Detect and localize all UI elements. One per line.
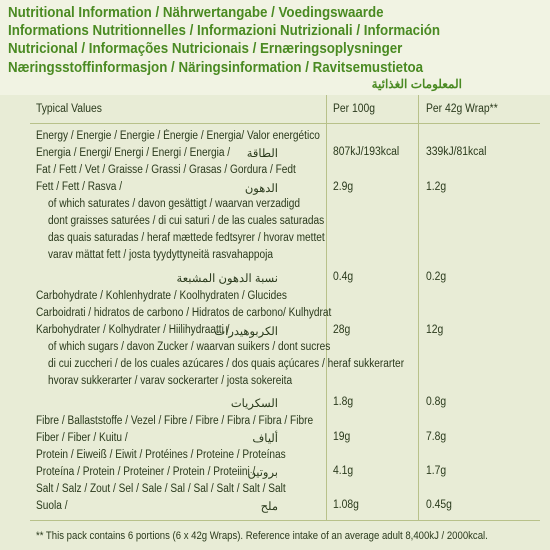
heading-arabic: المعلومات الغذائية — [371, 76, 462, 91]
carbohydrate-label: Karbohydrater / Kolhydrater / Hiilihydraatti / — [36, 324, 230, 336]
salt-label: Suola / — [36, 500, 68, 512]
saturates-label: das quais saturadas / heraf mættede fedtsyrer / hvorav mettet — [48, 232, 325, 244]
fibre-label: Fibre / Ballaststoffe / Vezel / Fibre / Fibre / Fibra / Fibra / Fibre — [36, 415, 314, 427]
sugars-label: di cui zuccheri / de los cuales azúcares / dos quais açúcares / heraf sukkerarter — [48, 358, 405, 370]
column-divider — [418, 95, 419, 520]
heading-line: Informations Nutritionnelles / Informazioni Nutrizionali / Información — [8, 23, 441, 40]
protein-arabic: بروتين — [247, 467, 278, 479]
fat-arabic: الدهون — [244, 183, 278, 195]
fibre-arabic: ألياف — [252, 433, 278, 445]
fat-label: Fett / Fett / Rasva / — [36, 181, 123, 193]
energy-perwrap: 339kJ/81kcal — [426, 146, 487, 158]
protein-perwrap: 1.7g — [426, 465, 447, 477]
column-header-per100: Per 100g — [333, 103, 376, 115]
column-header-perwrap: Per 42g Wrap** — [426, 103, 498, 115]
saturates-arabic: نسبة الدهون المشبعة — [176, 273, 278, 285]
carbohydrate-per100: 28g — [333, 324, 351, 336]
sugars-arabic: السكريات — [230, 398, 278, 410]
saturates-label: dont graisses saturées / di cui saturi / de las cuales saturadas — [48, 215, 325, 227]
saturates-label: varav mättat fett / josta tyydyttyneitä rasvahappoja — [48, 249, 274, 261]
header-divider — [30, 123, 540, 124]
nutrition-table — [30, 95, 540, 550]
saturates-perwrap: 0.2g — [426, 271, 447, 283]
salt-perwrap: 0.45g — [426, 499, 452, 511]
sugars-label: hvorav sukkerarter / varav sockerarter / josta sokereita — [48, 375, 293, 387]
fat-perwrap: 1.2g — [426, 181, 447, 193]
fibre-per100: 19g — [333, 431, 351, 443]
sugars-perwrap: 0.8g — [426, 396, 447, 408]
saturates-per100: 0.4g — [333, 271, 354, 283]
protein-label: Protein / Eiweiß / Eiwit / Protéines / Proteine / Proteínas — [36, 449, 286, 461]
fat-per100: 2.9g — [333, 181, 354, 193]
heading-line: Nutritional Information / Nährwertangabe / Voedingswaarde — [8, 5, 384, 21]
protein-per100: 4.1g — [333, 465, 354, 477]
energy-label: Energy / Energie / Energie / Énergie / Energia/ Valor energético — [36, 130, 320, 142]
carbohydrate-label: Carbohydrate / Kohlenhydrate / Koolhydraten / Glucides — [36, 290, 287, 302]
footnote: ** This pack contains 6 portions (6 x 42g Wraps). Reference intake of an average adult 8,400kJ / 2000kcal. — [36, 530, 488, 542]
sugars-per100: 1.8g — [333, 396, 354, 408]
energy-per100: 807kJ/193kcal — [333, 146, 400, 158]
salt-per100: 1.08g — [333, 499, 359, 511]
protein-label: Proteína / Protein / Proteiner / Protein / Proteiini / — [36, 466, 256, 478]
energy-arabic: الطاقة — [246, 148, 278, 160]
saturates-label: of which saturates / davon gesättigt / waarvan verzadigd — [48, 198, 301, 210]
heading-line: Nutricional / Informações Nutricionais / Ernæringsoplysninger — [8, 41, 403, 58]
fibre-perwrap: 7.8g — [426, 431, 447, 443]
carbohydrate-label: Carboidrati / hidratos de carbono / Hidratos de carbono/ Kulhydrat — [36, 307, 332, 319]
energy-label: Energia / Energi/ Energi / Energi / Energia / — [36, 147, 231, 159]
heading-line: Næringsstoffinformasjon / Näringsinformation / Ravitsemustietoa — [8, 59, 424, 76]
salt-arabic: ملح — [260, 501, 278, 513]
fibre-label: Fiber / Fiber / Kuitu / — [36, 432, 128, 444]
fat-label: Fat / Fett / Vet / Graisse / Grassi / Grasas / Gordura / Fedt — [36, 164, 296, 176]
carbohydrate-arabic: الكربوهيدرات — [214, 326, 278, 338]
sugars-label: of which sugars / davon Zucker / waarvan suikers / dont sucres — [48, 341, 331, 353]
footer-divider — [30, 520, 540, 521]
column-header-typical: Typical Values — [36, 103, 102, 115]
salt-label: Salt / Salz / Zout / Sel / Sale / Sal / Sal / Salt / Salt / Salt — [36, 483, 286, 495]
carbohydrate-perwrap: 12g — [426, 324, 444, 336]
nutrition-heading — [0, 0, 550, 95]
